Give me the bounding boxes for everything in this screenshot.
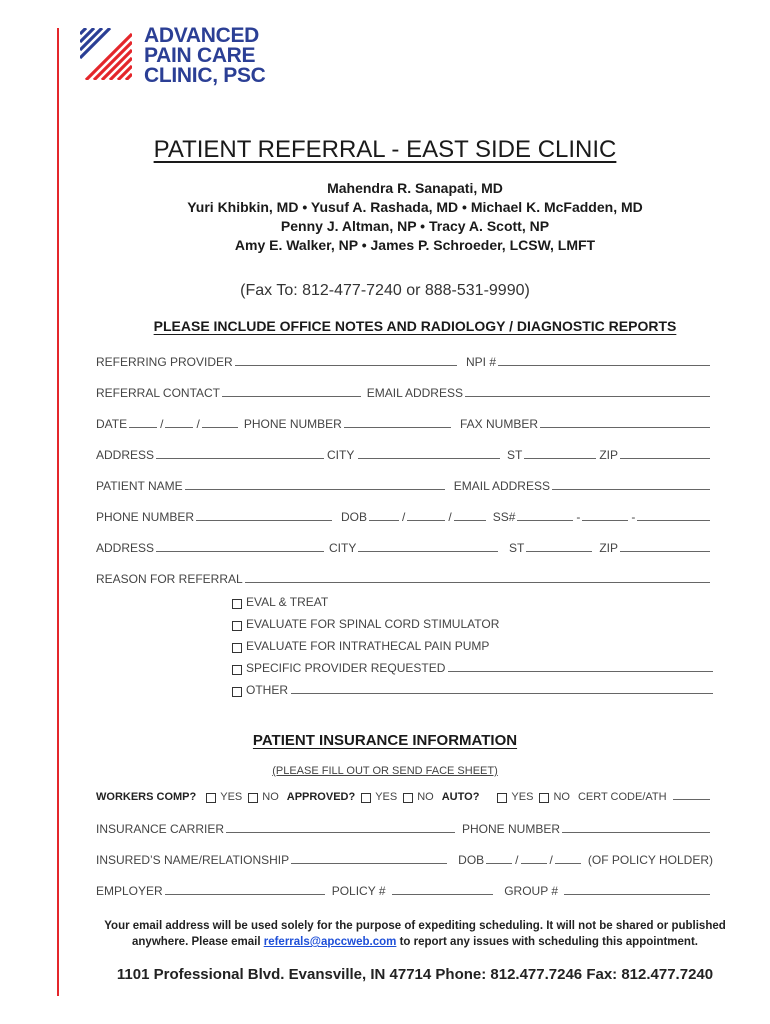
city-label: CITY bbox=[327, 448, 355, 462]
st-label: ST bbox=[506, 448, 523, 462]
intrathecal-pump-label: EVALUATE FOR INTRATHECAL PAIN PUMP bbox=[246, 639, 490, 653]
insurance-section-title: PATIENT INSURANCE INFORMATION bbox=[252, 732, 518, 749]
reason-row bbox=[96, 572, 713, 586]
auto-no-checkbox[interactable] bbox=[539, 793, 549, 803]
date-day-field[interactable] bbox=[165, 426, 193, 428]
workers-comp-yes-checkbox[interactable] bbox=[206, 793, 216, 803]
disclaimer-line-1: Your email address will be used solely for the purpose of expediting scheduling. It will not be shared or published bbox=[104, 920, 726, 932]
auto-yes-checkbox[interactable] bbox=[497, 793, 507, 803]
referral-contact-field[interactable] bbox=[222, 395, 361, 397]
patient-st-field[interactable] bbox=[526, 550, 592, 552]
intrathecal-pump-checkbox[interactable] bbox=[232, 643, 242, 653]
provider-line: Mahendra R. Sanapati, MD bbox=[327, 180, 503, 196]
dob-label: DOB bbox=[341, 510, 368, 524]
referring-provider-row bbox=[96, 355, 713, 369]
insured-name-label: INSURED’S NAME/RELATIONSHIP bbox=[96, 853, 290, 867]
ss-part3-field[interactable] bbox=[637, 519, 710, 521]
insurance-phone-field[interactable] bbox=[562, 831, 710, 833]
patient-address-field[interactable] bbox=[156, 550, 324, 552]
referring-provider-field[interactable] bbox=[235, 364, 457, 366]
insured-name-field[interactable] bbox=[291, 862, 447, 864]
ss-part1-field[interactable] bbox=[517, 519, 573, 521]
phone-number-label: PHONE NUMBER bbox=[243, 417, 342, 431]
referrals-email-link[interactable]: referrals@apccweb.com bbox=[263, 936, 397, 948]
patient-zip-label: ZIP bbox=[599, 541, 618, 555]
yes-label: YES bbox=[375, 791, 398, 803]
referral-contact-row bbox=[96, 386, 713, 400]
spinal-cord-stimulator-label: EVALUATE FOR SPINAL CORD STIMULATOR bbox=[246, 617, 500, 631]
other-label: OTHER bbox=[246, 683, 288, 697]
eval-treat-label: EVAL & TREAT bbox=[246, 595, 329, 609]
auto-label: AUTO? bbox=[441, 791, 480, 803]
email-address-field[interactable] bbox=[465, 395, 710, 397]
logo-stripes-icon bbox=[80, 28, 132, 80]
insurance-note: (PLEASE FILL OUT OR SEND FACE SHEET) bbox=[272, 765, 498, 777]
no-label: NO bbox=[553, 791, 570, 803]
dob-day-field[interactable] bbox=[407, 519, 445, 521]
insured-dob-label: DOB bbox=[458, 853, 485, 867]
approved-no-checkbox[interactable] bbox=[403, 793, 413, 803]
no-label: NO bbox=[417, 791, 434, 803]
workers-comp-label: WORKERS COMP? bbox=[96, 791, 197, 803]
address-row bbox=[96, 448, 713, 462]
red-margin-line bbox=[57, 28, 59, 996]
date-year-field[interactable] bbox=[202, 426, 238, 428]
disclaimer-text-post: to report any issues with scheduling this appointment. bbox=[396, 936, 698, 948]
clinic-address-footer: 1101 Professional Blvd. Evansville, IN 47714 Phone: 812.477.7246 Fax: 812.477.7240 bbox=[116, 966, 714, 983]
provider-list bbox=[60, 179, 770, 255]
cert-code-field[interactable] bbox=[673, 798, 710, 800]
st-field[interactable] bbox=[524, 457, 596, 459]
dob-year-field[interactable] bbox=[454, 519, 486, 521]
disclaimer-line-2 bbox=[60, 934, 770, 950]
approved-label: APPROVED? bbox=[286, 791, 356, 803]
provider-line: Penny J. Altman, NP • Tracy A. Scott, NP bbox=[280, 218, 550, 234]
patient-email-field[interactable] bbox=[552, 488, 710, 490]
address-field[interactable] bbox=[156, 457, 324, 459]
patient-st-label: ST bbox=[508, 541, 525, 555]
logo-line-2: PAIN CARE bbox=[144, 44, 256, 67]
clinic-logo bbox=[80, 26, 280, 92]
provider-line: Amy E. Walker, NP • James P. Schroeder, LCSW, LMFT bbox=[234, 237, 596, 253]
provider-line: Yuri Khibkin, MD • Yusuf A. Rashada, MD • Michael K. McFadden, MD bbox=[187, 199, 643, 215]
insurance-carrier-field[interactable] bbox=[226, 831, 455, 833]
yes-label: YES bbox=[220, 791, 243, 803]
patient-name-field[interactable] bbox=[185, 488, 445, 490]
insurance-phone-label: PHONE NUMBER bbox=[461, 822, 560, 836]
ss-part2-field[interactable] bbox=[582, 519, 628, 521]
patient-address-label: ADDRESS bbox=[96, 541, 155, 555]
reason-label: REASON FOR REFERRAL bbox=[96, 572, 243, 586]
reason-option-pump bbox=[232, 639, 713, 653]
insurance-carrier-label: INSURANCE CARRIER bbox=[96, 822, 225, 836]
email-address-label: EMAIL ADDRESS bbox=[366, 386, 463, 400]
page-title: PATIENT REFERRAL - EAST SIDE CLINIC bbox=[153, 136, 617, 163]
insured-dob-year-field[interactable] bbox=[555, 862, 581, 864]
fax-to: (Fax To: 812-477-7240 or 888-531-9990) bbox=[240, 282, 530, 299]
workers-comp-no-checkbox[interactable] bbox=[248, 793, 258, 803]
patient-city-field[interactable] bbox=[358, 550, 498, 552]
email-disclaimer bbox=[60, 918, 770, 950]
no-label: NO bbox=[262, 791, 279, 803]
other-field[interactable] bbox=[291, 692, 713, 694]
patient-city-label: CITY bbox=[329, 541, 357, 555]
referring-provider-label: REFERRING PROVIDER bbox=[96, 355, 233, 369]
ss-label: SS# bbox=[492, 510, 516, 524]
dob-month-field[interactable] bbox=[369, 519, 399, 521]
insured-name-row: INSURED’S NAME/RELATIONSHIP DOB / / (OF POLICY HOLDER) bbox=[96, 853, 713, 867]
insured-dob-day-field[interactable] bbox=[521, 862, 547, 864]
yes-label: YES bbox=[511, 791, 534, 803]
referral-contact-label: REFERRAL CONTACT bbox=[96, 386, 221, 400]
reason-option-other bbox=[232, 683, 713, 697]
employer-label: EMPLOYER bbox=[96, 884, 163, 898]
patient-zip-field[interactable] bbox=[620, 550, 710, 552]
specific-provider-label: SPECIFIC PROVIDER REQUESTED bbox=[246, 661, 446, 675]
policy-holder-note: (OF POLICY HOLDER) bbox=[587, 853, 713, 867]
logo-text bbox=[144, 26, 266, 86]
npi-field[interactable] bbox=[498, 364, 710, 366]
logo-line-3: CLINIC, PSC bbox=[144, 64, 266, 87]
eval-treat-checkbox[interactable] bbox=[232, 599, 242, 609]
policy-label: POLICY # bbox=[331, 884, 386, 898]
cert-code-label: CERT CODE/ATH bbox=[577, 791, 667, 803]
spinal-cord-stimulator-checkbox[interactable] bbox=[232, 621, 242, 631]
date-label: DATE bbox=[96, 417, 128, 431]
approved-yes-checkbox[interactable] bbox=[361, 793, 371, 803]
patient-phone-row: PHONE NUMBER DOB / / SS# - - bbox=[96, 510, 713, 524]
insured-dob-month-field[interactable] bbox=[486, 862, 512, 864]
reason-field[interactable] bbox=[245, 581, 710, 583]
reason-option-scs bbox=[232, 617, 713, 631]
patient-phone-label: PHONE NUMBER bbox=[96, 510, 195, 524]
policy-field[interactable] bbox=[392, 893, 494, 895]
insurance-carrier-row bbox=[96, 822, 713, 836]
patient-phone-field[interactable] bbox=[196, 519, 332, 521]
reason-option-provider bbox=[232, 661, 713, 675]
employer-field[interactable] bbox=[165, 893, 325, 895]
specific-provider-field[interactable] bbox=[448, 670, 713, 672]
patient-email-label: EMAIL ADDRESS bbox=[453, 479, 550, 493]
other-checkbox[interactable] bbox=[232, 687, 242, 697]
patient-name-label: PATIENT NAME bbox=[96, 479, 183, 493]
city-field[interactable] bbox=[358, 457, 500, 459]
date-row: DATE / / PHONE NUMBER FAX NUMBER bbox=[96, 417, 713, 431]
specific-provider-checkbox[interactable] bbox=[232, 665, 242, 675]
patient-address-row bbox=[96, 541, 713, 555]
group-field[interactable] bbox=[564, 893, 710, 895]
phone-number-field[interactable] bbox=[344, 426, 451, 428]
date-month-field[interactable] bbox=[129, 426, 157, 428]
npi-label: NPI # bbox=[465, 355, 496, 369]
include-notes-instruction: PLEASE INCLUDE OFFICE NOTES AND RADIOLOGY / DIAGNOSTIC REPORTS bbox=[153, 318, 677, 334]
address-label: ADDRESS bbox=[96, 448, 155, 462]
zip-label: ZIP bbox=[599, 448, 618, 462]
reason-option-eval-treat bbox=[232, 595, 713, 609]
fax-number-field[interactable] bbox=[540, 426, 710, 428]
group-label: GROUP # bbox=[504, 884, 558, 898]
employer-row bbox=[96, 884, 713, 898]
patient-name-row bbox=[96, 479, 713, 493]
coverage-type-row bbox=[96, 791, 713, 803]
logo-line-1: ADVANCED bbox=[144, 24, 260, 47]
zip-field[interactable] bbox=[620, 457, 710, 459]
disclaimer-text-pre: anywhere. Please email bbox=[132, 936, 264, 948]
fax-number-label: FAX NUMBER bbox=[459, 417, 538, 431]
